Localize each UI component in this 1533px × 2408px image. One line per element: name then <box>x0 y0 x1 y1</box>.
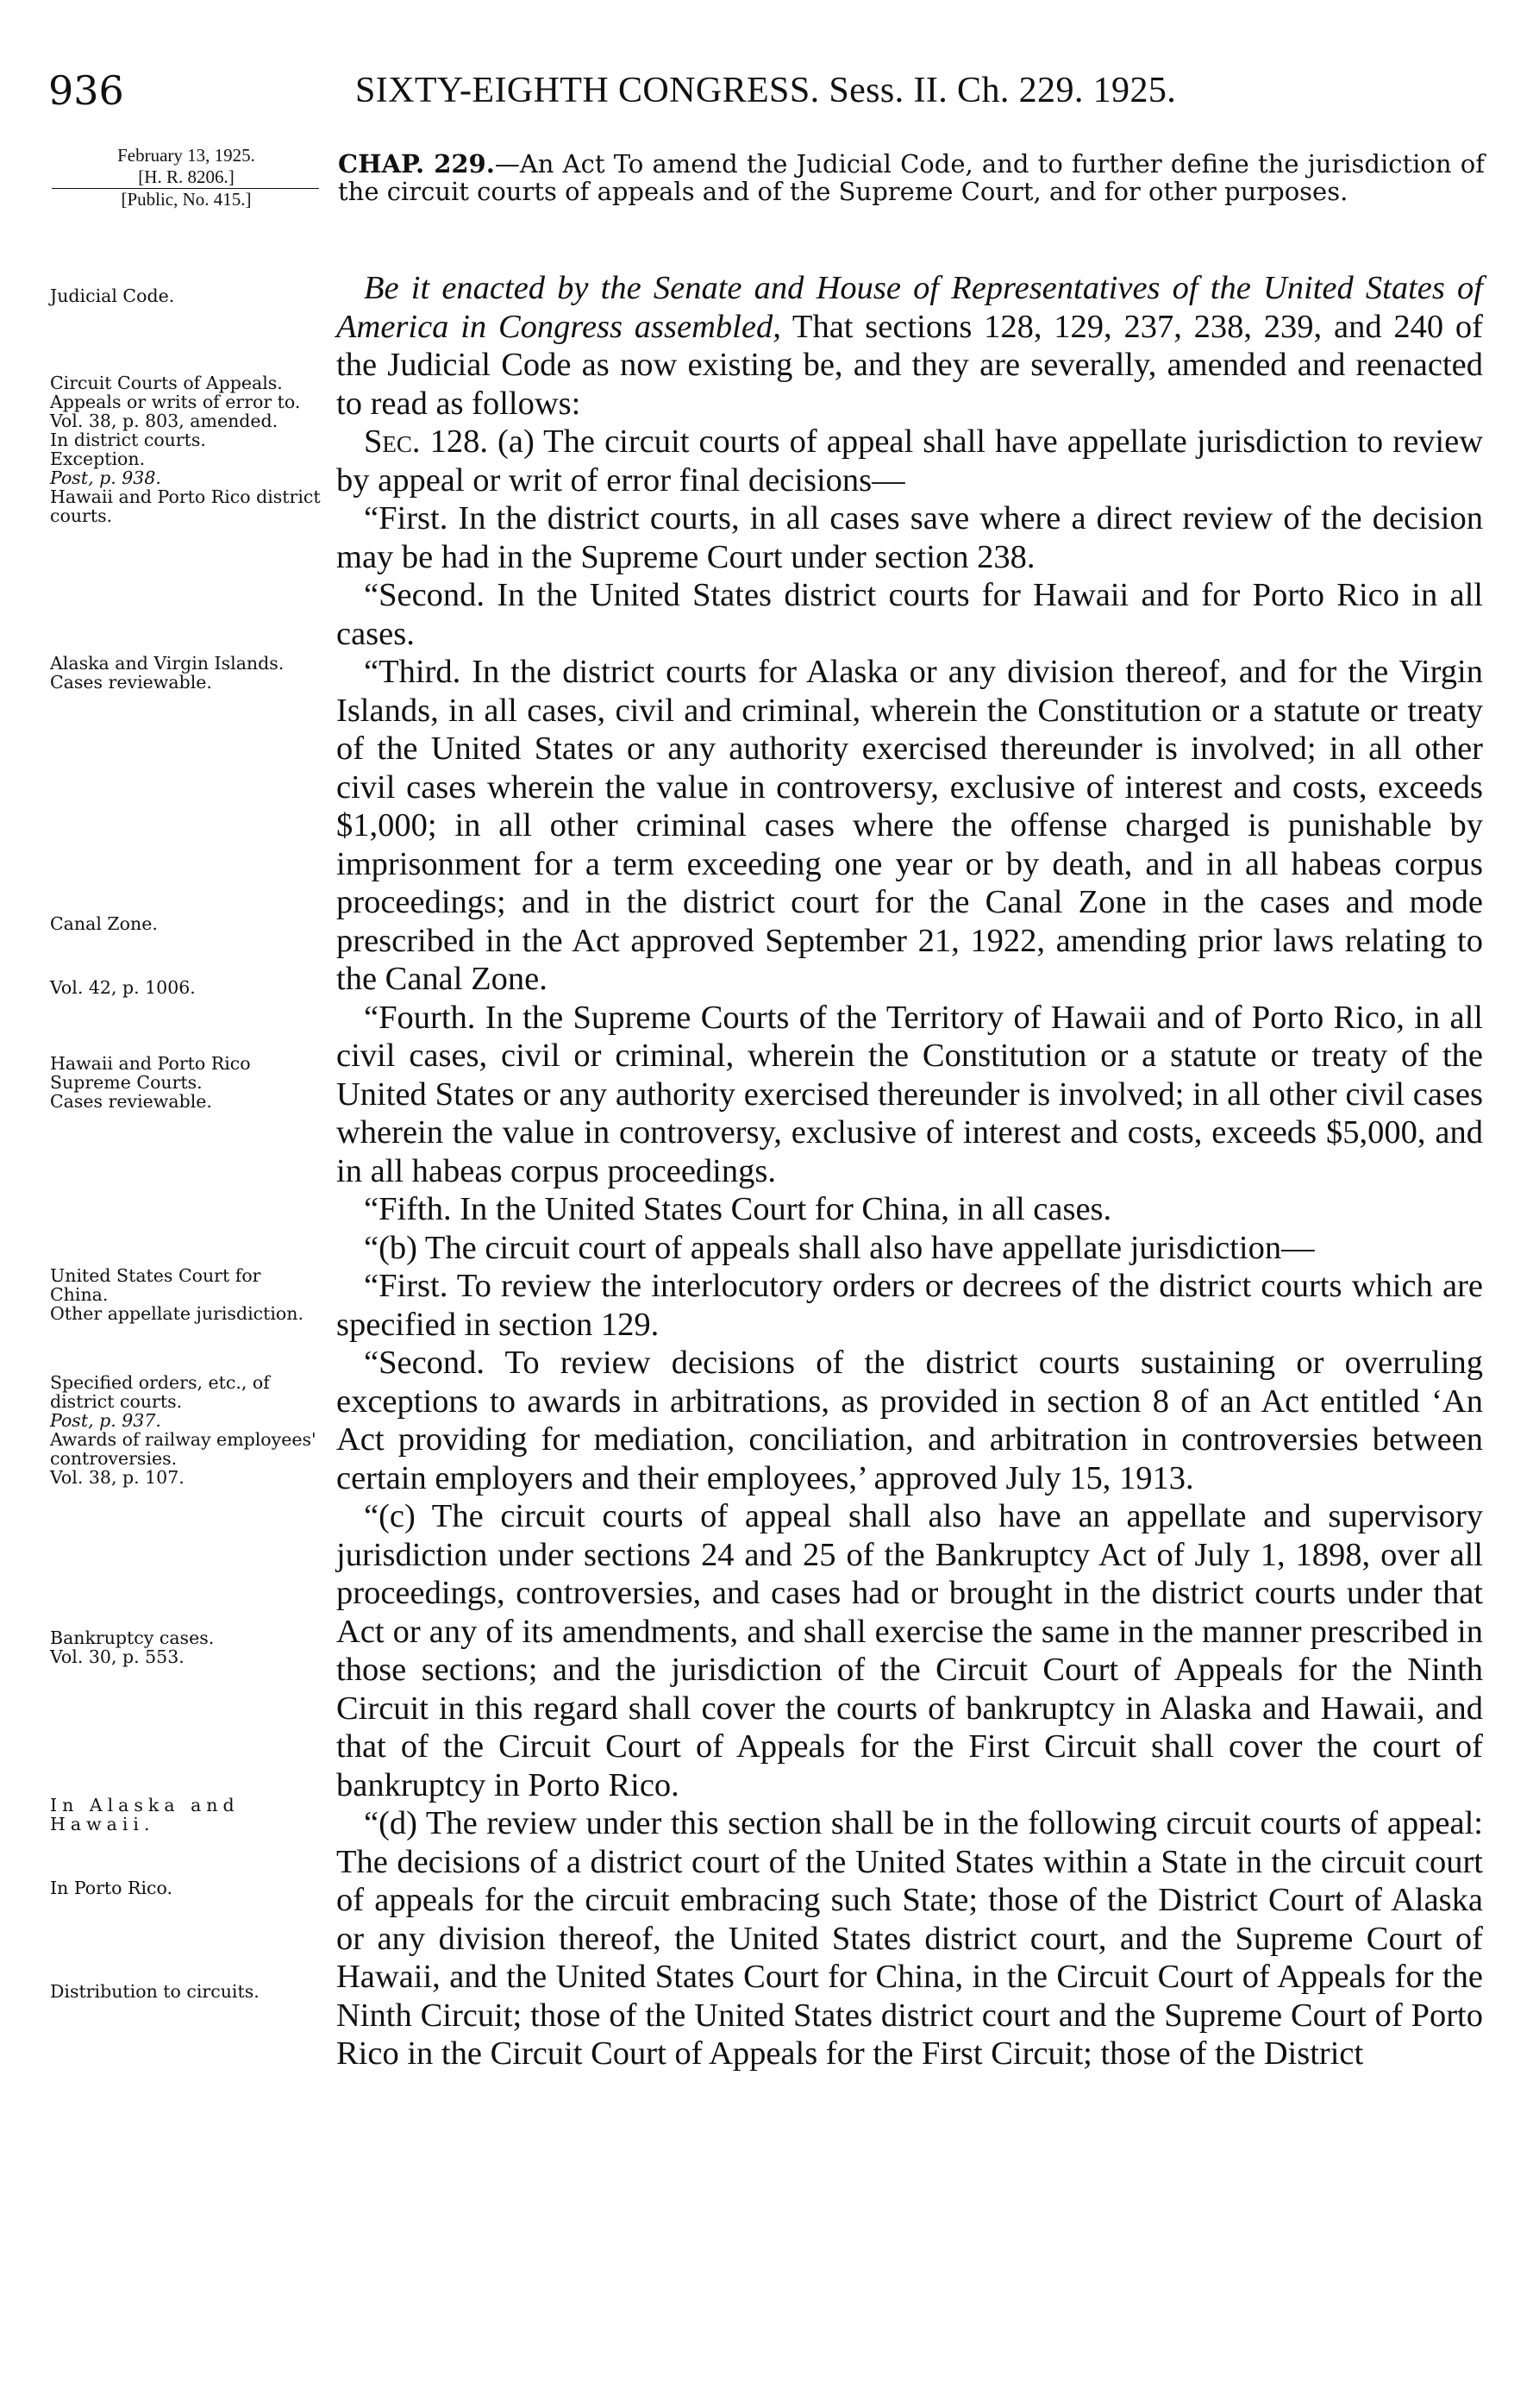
sidenote-us-court-china: United States Court for China. Other appellate jurisdiction. <box>50 1265 303 1324</box>
paragraph-b-second: “Second. To review decisions of the district courts sustaining or overruling exceptions to awards in arbitrations, as provided in section 8 of an Act entitled ‘An Act providing for mediation, conciliation, and arbitration in controversies between certain employers and their employees,’ approved July 15, 1913. <box>336 1345 1483 1496</box>
paragraph-b-first: “First. To review the interlocutory orders or decrees of the district courts which are specified in section 129. <box>336 1268 1483 1343</box>
sidenote-judicial-code: Judicial Code. <box>50 285 175 306</box>
paragraph-fourth: “Fourth. In the Supreme Courts of the Territory of Hawaii and of Porto Rico, in all civil cases, civil or criminal, wherein the Constitution or a statute or treaty of the United States or any authority exercised thereunder is involved; in all other civil cases wherein the value in controversy, exclusive of interest and costs, exceeds $5,000, and in all habeas corpus proceedings. <box>336 999 1483 1189</box>
paragraph-second: “Second. In the United States district courts for Hawaii and for Porto Rico in all cases. <box>336 577 1483 652</box>
statute-body <box>336 269 1483 2073</box>
section-label: Sec. <box>364 423 421 460</box>
sidenote-specified-orders: Specified orders, etc., of district courts. Post, p. 937. Awards of railway employees' controversies. Vol. 38, p. 107. <box>50 1372 316 1488</box>
bill-number: [H. R. 8206.] <box>138 166 235 187</box>
enacting-clause: Be it enacted by the Senate and House of Representatives of the United States of America in Congress assembled, <box>336 270 1483 345</box>
bill-info <box>52 145 321 210</box>
paragraph-third: “Third. In the district courts for Alaska or any division thereof, and for the Virgin Islands, in all cases, civil and criminal, wherein the Constitution or a statute or treaty of the United States or any authority exercised thereunder is involved; in all other civil cases wherein the value in controversy, exclusive of interest and costs, exceeds $1,000; in all other criminal cases where the offense charged is punishable by imprisonment for a term exceeding one year or by death, and in all habeas corpus proceedings; and in the district court for the Canal Zone in the cases and mode prescribed in the Act approved September 21, 1922, amending prior laws relating to the Canal Zone. <box>336 654 1483 997</box>
sidenote-circuit-courts: Circuit Courts of Appeals. Appeals or writs of error to. Vol. 38, p. 803, amended. In district courts. Exception. Post, p. 938. Hawaii and Porto Rico district courts. <box>50 373 321 526</box>
enacting-paragraph <box>336 269 1483 423</box>
paragraph-d: “(d) The review under this section shall be in the following circuit courts of appeal: The decisions of a district court of the United States within a State in the circuit court of appeals for the circuit embracing such State; those of the District Court of Alaska or any division thereof, the United States district court, and the Supreme Court of Hawaii, and the United States Court for China, in the Circuit Court of Appeals for the Ninth Circuit; those of the United States district court and the Supreme Court of Porto Rico in the Circuit Court of Appeals for the First Circuit; those of the District <box>336 1805 1483 2072</box>
sidenote-alaska-hawaii: In Alaska and Hawaii. <box>50 1795 240 1834</box>
chapter-title: —An Act To amend the Judicial Code, and to further define the jurisdiction of the circuit courts of appeals and of the Supreme Court, and for other purposes. <box>338 149 1485 206</box>
paragraph-c: “(c) The circuit courts of appeal shall also have an appellate and supervisory jurisdiction under sections 24 and 25 of the Bankruptcy Act of July 1, 1898, over all proceedings, controversies, and cases had or brought in the district courts under that Act or any of its amendments, and shall exercise the same in the manner prescribed in those sections; and the jurisdiction of the Circuit Court of Appeals for the Ninth Circuit in this regard shall cover the courts of bankruptcy in Alaska and Hawaii, and that of the Circuit Court of Appeals for the First Circuit shall cover the court of bankruptcy in Porto Rico. <box>336 1498 1483 1803</box>
page-number: 936 <box>48 67 124 114</box>
paragraph-fifth: “Fifth. In the United States Court for China, in all cases. <box>364 1191 1112 1227</box>
bill-date: February 13, 1925. <box>117 145 255 166</box>
sidenote-distribution: Distribution to circuits. <box>50 1981 260 2002</box>
running-head: SIXTY-EIGHTH CONGRESS. Sess. II. Ch. 229. 1925. <box>355 71 1177 110</box>
sidenote-bankruptcy: Bankruptcy cases. Vol. 30, p. 553. <box>50 1627 215 1667</box>
chapter-label: CHAP. 229. <box>338 149 495 179</box>
public-law-number: [Public, No. 415.] <box>121 189 252 210</box>
chapter-heading <box>338 150 1485 205</box>
sidenote-supreme-courts: Hawaii and Porto Rico Supreme Courts. Cases reviewable. <box>50 1053 251 1112</box>
section-128-text: 128. (a) The circuit courts of appeal shall have appellate jurisdiction to review by appeal or writ of error final decisions— <box>336 423 1483 499</box>
sidenote-vol42: Vol. 42, p. 1006. <box>50 977 196 998</box>
sidenote-porto-rico: In Porto Rico. <box>50 1878 172 1898</box>
sidenote-alaska-virgin: Alaska and Virgin Islands. Cases reviewable. <box>50 653 285 693</box>
paragraph-first: “First. In the district courts, in all cases save where a direct review of the decision may be had in the Supreme Court under section 238. <box>336 500 1483 575</box>
enacting-rest: That sections 128, 129, 237, 238, 239, and 240 of the Judicial Code as now existing be, and they are severally, amended and reenacted to read as follows: <box>336 308 1483 422</box>
section-128-a <box>336 423 1483 499</box>
sidenote-canal-zone: Canal Zone. <box>50 913 158 934</box>
paragraph-b: “(b) The circuit court of appeals shall also have appellate jurisdiction— <box>364 1229 1315 1266</box>
